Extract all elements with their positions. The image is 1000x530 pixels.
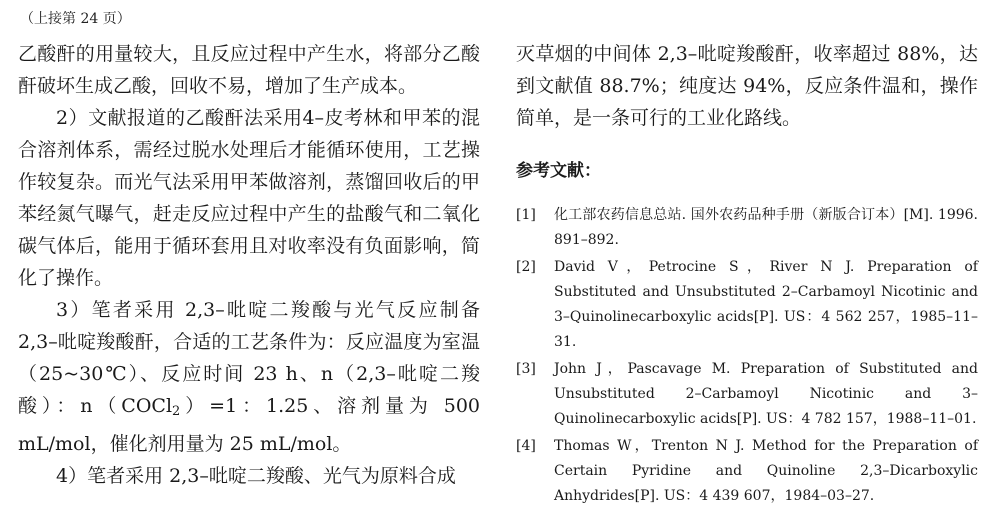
paragraph-item-2: 2）文献报道的乙酸酐法采用4–皮考林和甲苯的混合溶剂体系，需经过脱水处理后才能循环使用，工艺操作较复杂。而光气法采用甲苯做溶剂，蒸馏回收后的甲苯经氮气曝气，赶走反应过程中产生的盐酸气和二氧化碳气体后，能用于循环套用且对收率没有负面影响，简化了操作。	[18, 107, 480, 289]
cocl2-subscript: 2	[172, 404, 181, 419]
paragraph-continued: 乙酸酐的用量较大，且反应过程中产生水，将部分乙酸酐破坏生成乙酸，回收不易，增加了生产成本。	[18, 43, 480, 97]
reference-text: David V，Petrocine S，River N J. Preparation of Substituted and Unsubstituted 2–Carbamoyl Nicotinic and 3–Quinolinecarboxylic acids[P]. US：4 562 257，1985–11–31.	[554, 259, 978, 350]
references-title: 参考文献：	[516, 161, 601, 181]
reference-text: Thomas W，Trenton N J. Method for the Preparation of Certain Pyridine and Quinoline 2,3–Dicarboxylic Anhydrides[P]. US：4 439 607，1984–03–27.	[554, 438, 978, 504]
paragraph-item-3	[18, 294, 480, 460]
right-column	[516, 38, 978, 511]
paragraph-item-4-continued: 灭草烟的中间体 2,3–吡啶羧酸酐，收率超过 88%，达到文献值 88.7%；纯度达 94%，反应条件温和，操作简单，是一条可行的工业化路线。	[516, 43, 978, 129]
reference-text: John J，Pascavage M. Preparation of Substituted and Unsubstituted 2–Carbamoyl Nicotinic and 3–Quinolinecarboxylic acids[P]. US：4 782 157，1988–11–01.	[554, 361, 978, 427]
reference-number: [4]	[516, 438, 536, 454]
paragraph-item-4: 4）笔者采用 2,3–吡啶二羧酸、光气为原料合成	[56, 465, 456, 487]
left-column	[18, 38, 480, 492]
reference-text: 化工部农药信息总站. 国外农药品种手册（新版合订本）[M]. 1996. 891–892.	[554, 207, 978, 248]
reference-number: [1]	[516, 207, 536, 223]
paragraph-item-3-text-a: 3）笔者采用 2,3–吡啶二羧酸与光气反应制备 2,3–吡啶羧酸酐，合适的工艺条件为：反应温度为室温（25~30℃）、反应时间 23 h、n（2,3–吡啶二羧酸）：n（COCl	[18, 299, 480, 417]
paragraph-item-3-text-b: ）=1：1.25、溶剂量为 500 mL/mol，催化剂用量为 25 mL/mol。	[18, 395, 481, 455]
reference-number: [2]	[516, 259, 536, 275]
reference-item	[516, 203, 978, 253]
reference-item	[516, 434, 978, 509]
reference-number: [3]	[516, 361, 536, 377]
reference-item	[516, 357, 978, 432]
reference-item	[516, 255, 978, 355]
continued-note: （上接第 24 页）	[20, 11, 131, 27]
references-list	[516, 203, 978, 509]
